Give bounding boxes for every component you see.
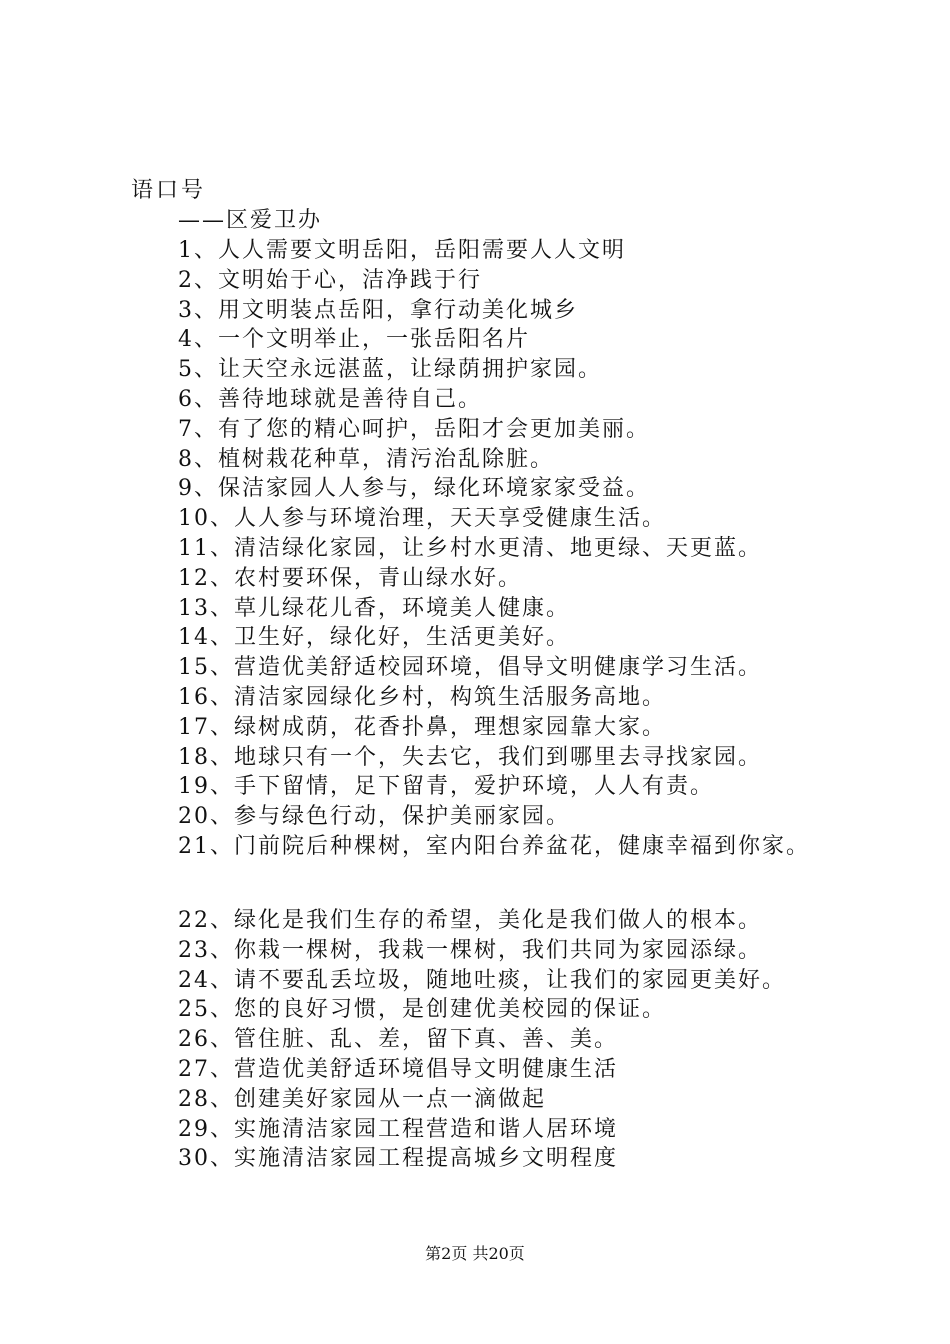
slogan-item: 18、地球只有一个，失去它，我们到哪里去寻找家园。 [178,744,762,770]
slogan-item: 16、清洁家园绿化乡村，构筑生活服务高地。 [178,684,666,710]
slogan-item: 6、善待地球就是善待自己。 [178,386,482,412]
slogan-item: 9、保洁家园人人参与，绿化环境家家受益。 [178,476,650,502]
slogan-item: 10、人人参与环境治理，天天享受健康生活。 [178,506,666,532]
slogan-item: 13、草儿绿花儿香，环境美人健康。 [178,595,570,621]
slogan-item: 11、清洁绿化家园，让乡村水更清、地更绿、天更蓝。 [178,535,762,561]
slogan-item: 5、让天空永远湛蓝，让绿荫拥护家园。 [178,357,602,383]
slogan-item: 8、植树栽花种草，清污治乱除脏。 [178,446,554,472]
slogan-item: 3、用文明装点岳阳，拿行动美化城乡 [178,297,578,323]
slogan-item: 29、实施清洁家园工程营造和谐人居环境 [178,1116,618,1142]
slogan-item: 1、人人需要文明岳阳，岳阳需要人人文明 [178,238,626,263]
slogan-item: 2、文明始于心，洁净践于行 [178,267,482,293]
slogan-item: 24、请不要乱丢垃圾，随地吐痰，让我们的家园更美好。 [178,967,786,993]
slogan-item: 21、门前院后种棵树，室内阳台养盆花，健康幸福到你家。 [178,833,810,859]
slogan-item: 30、实施清洁家园工程提高城乡文明程度 [178,1146,618,1172]
document-title: 语口号 [131,178,207,203]
slogan-list-part2 [178,906,786,1174]
slogan-item: 23、你栽一棵树，我栽一棵树，我们共同为家园添绿。 [178,937,762,963]
slogan-item: 17、绿树成荫，花香扑鼻，理想家园靠大家。 [178,714,666,740]
slogan-item: 22、绿化是我们生存的希望，美化是我们做人的根本。 [178,908,762,933]
slogan-item: 20、参与绿色行动，保护美丽家园。 [178,804,570,830]
slogan-item: 12、农村要环保，青山绿水好。 [178,565,522,591]
document-author: ——区爱卫办 [178,208,323,233]
slogan-item: 7、有了您的精心呵护，岳阳才会更加美丽。 [178,416,650,442]
slogan-item: 27、营造优美舒适环境倡导文明健康生活 [178,1056,618,1082]
slogan-item: 19、手下留情，足下留青，爱护环境，人人有责。 [178,774,714,800]
slogan-list-part1 [178,236,810,862]
page-footer: 第2页 共20页 [425,1244,525,1263]
slogan-item: 28、创建美好家园从一点一滴做起 [178,1086,546,1112]
slogan-item: 14、卫生好，绿化好，生活更美好。 [178,625,570,651]
slogan-item: 15、营造优美舒适校园环境，倡导文明健康学习生活。 [178,655,762,681]
slogan-item: 25、您的良好习惯，是创建优美校园的保证。 [178,997,666,1023]
slogan-item: 4、一个文明举止，一张岳阳名片 [178,327,530,353]
slogan-item: 26、管住脏、乱、差，留下真、善、美。 [178,1027,618,1053]
